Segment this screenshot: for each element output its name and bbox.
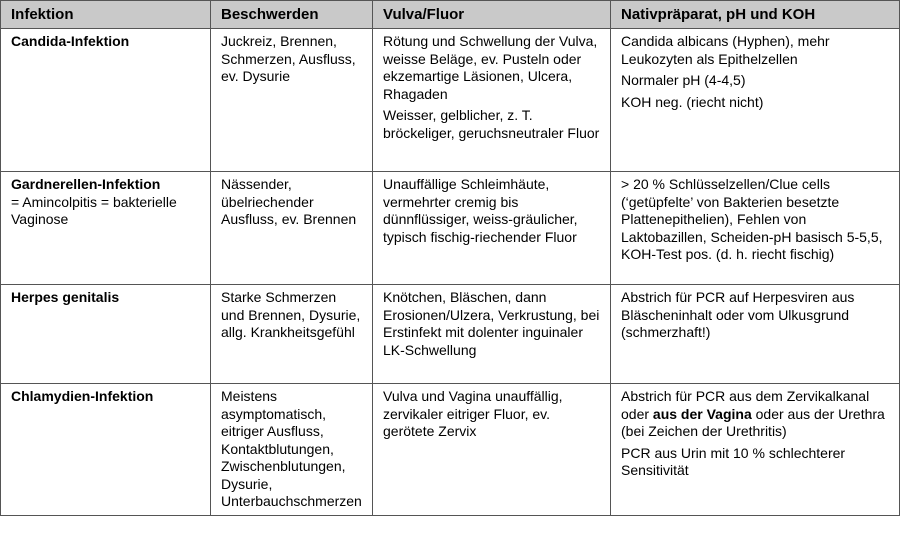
vulva-cell: Knötchen, Bläschen, dann Erosionen/Ulzera, Verkrustung, bei Erstinfekt mit dolenter inguinaler LK-Schwellung (373, 285, 611, 384)
complaints-cell: Starke Schmerzen und Brennen, Dysurie, allg. Krankheitsgefühl (211, 285, 373, 384)
table-row (1, 285, 900, 384)
infection-name: Gardnerellen-Infektion (11, 176, 161, 192)
infection-cell (1, 285, 211, 384)
nativ-cell (611, 29, 900, 172)
header-nativpraeparat: Nativpräparat, pH und KOH (611, 1, 900, 29)
table-row (1, 29, 900, 172)
infection-name: Candida-Infektion (11, 33, 130, 49)
vulva-cell (373, 29, 611, 172)
nativ-text (621, 388, 890, 441)
complaints-cell: Nässender, übelriechender Ausfluss, ev. Brennen (211, 172, 373, 285)
vulva-cell: Unauffällige Schleimhäute, vermehrter cremig bis dünnflüssiger, weiss-gräulicher, typisch fischig-riechender Fluor (373, 172, 611, 285)
infection-name: Chlamydien-Infektion (11, 388, 154, 404)
fluor-text: Weisser, gelblicher, z. T. bröckeliger, geruchsneutraler Fluor (383, 107, 600, 141)
vulva-cell: Vulva und Vagina unauffällig, zervikaler eitriger Fluor, ev. gerötete Zervix (373, 384, 611, 516)
nativ-text-part: oder aus der Urethra (bei Zeichen der Urethritis) (621, 405, 885, 439)
koh-text: KOH neg. (riecht nicht) (621, 93, 764, 110)
header-beschwerden: Beschwerden (211, 1, 373, 29)
complaints-cell: Meistens asymptomatisch, eitriger Ausfluss, Kontaktblutungen, Zwischenblutungen, Dysurie, Unterbauchschmerzen (211, 384, 373, 516)
nativ-text: Candida albicans (Hyphen), mehr Leukozyten als Epithelzellen (621, 33, 830, 67)
infection-synonyms: = Amincolpitis = bakterielle Vaginose (11, 193, 177, 227)
complaints-cell: Juckreiz, Brennen, Schmerzen, Ausfluss, ev. Dysurie (211, 29, 373, 172)
table-row (1, 384, 900, 516)
nativ-text-bold: aus der Vagina (652, 405, 752, 422)
ph-text: Normaler pH (4-4,5) (621, 72, 746, 88)
nativ-cell (611, 384, 900, 516)
nativ-text-part: Abstrich für PCR aus dem Zervikalkanal oder (621, 388, 870, 422)
nativ-cell: Abstrich für PCR auf Herpesviren aus Bläscheninhalt oder vom Ulkusgrund (schmerzhaft!) (611, 285, 900, 384)
vulva-text: Rötung und Schwellung der Vulva, weisse Beläge, ev. Pusteln oder ekzemartige Läsionen, Ulcera, Rhagaden (383, 33, 598, 102)
header-row (1, 1, 900, 29)
nativ-cell: > 20 % Schlüsselzellen/Clue cells (‘getüpfelte’ von Bakterien besetzte Plattenepithelien), Fehlen von Laktobazillen, Scheiden-pH basisch 5-5,5, KOH-Test pos. (d. h. riecht fischig) (611, 172, 900, 285)
infection-cell (1, 172, 211, 285)
header-infektion: Infektion (1, 1, 211, 29)
infection-cell (1, 29, 211, 172)
infection-cell (1, 384, 211, 516)
infection-name: Herpes genitalis (11, 289, 120, 305)
header-vulva-fluor: Vulva/Fluor (373, 1, 611, 29)
urine-pcr-text: PCR aus Urin mit 10 % schlechterer Sensitivität (621, 444, 846, 478)
table-row (1, 172, 900, 285)
